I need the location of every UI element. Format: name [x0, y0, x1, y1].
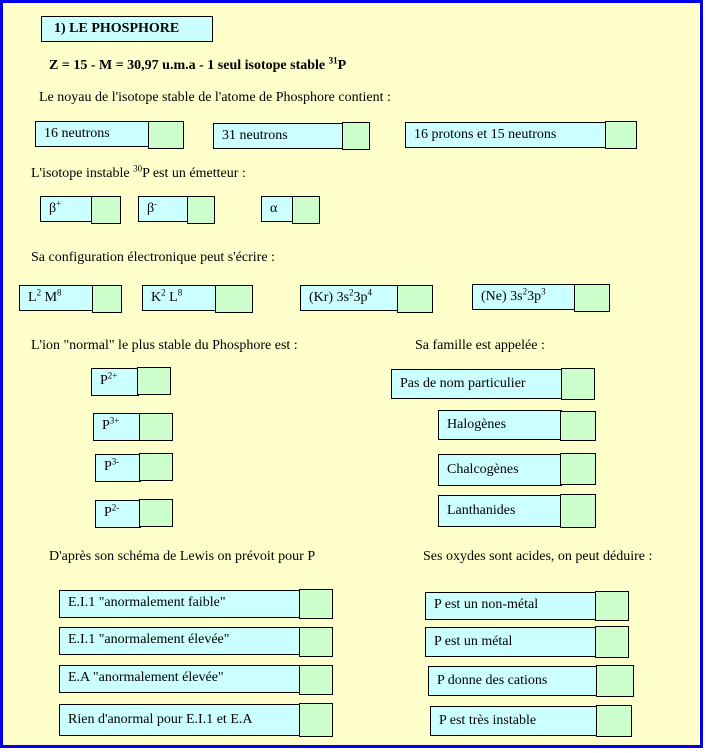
q6-option-ei1-faible[interactable]: E.I.1 "anormalement faible": [59, 590, 301, 618]
q6-checkbox-4[interactable]: [299, 703, 333, 737]
q4-option-p2plus[interactable]: $P^{2+}$: [91, 368, 139, 396]
q2-checkbox-3[interactable]: [292, 196, 320, 224]
q6-checkbox-3[interactable]: [299, 665, 333, 695]
q7-checkbox-4[interactable]: [596, 705, 632, 737]
q2-question: [31, 163, 246, 182]
q5-question: Sa famille est appelée :: [415, 338, 545, 353]
q4-option-p3plus[interactable]: $P^{3+}$: [93, 413, 141, 441]
q3-checkbox-4[interactable]: [574, 284, 610, 312]
q3-question: Sa configuration électronique peut s'écrire :: [31, 250, 275, 265]
q3-checkbox-2[interactable]: [215, 285, 253, 313]
q6-checkbox-2[interactable]: [299, 627, 333, 657]
q7-checkbox-1[interactable]: [595, 591, 629, 621]
q3-checkbox-3[interactable]: [397, 285, 433, 313]
q7-option-metal[interactable]: P est un métal: [425, 627, 597, 657]
q4-checkbox-2[interactable]: [139, 413, 173, 441]
q3-option-l2m8[interactable]: $L^2$ $M^8$: [19, 285, 93, 311]
element-info: [49, 55, 347, 74]
q5-checkbox-2[interactable]: [560, 411, 596, 441]
section-title: 1) LE PHOSPHORE: [41, 16, 213, 42]
q4-option-p2minus[interactable]: $P^{2-}$: [95, 500, 141, 528]
q5-checkbox-4[interactable]: [560, 494, 596, 528]
q5-checkbox-3[interactable]: [560, 453, 596, 485]
element-info-text: Z = 15 - M = 30,97 u.m.a - 1 seul isotope stable: [49, 58, 329, 73]
q4-checkbox-1[interactable]: [137, 367, 171, 395]
q6-checkbox-1[interactable]: [299, 589, 333, 619]
q3-option-kr-3s2-3p4[interactable]: (Kr) $3s^23p^4$: [300, 285, 400, 311]
q2-option-alpha[interactable]: α: [261, 196, 293, 222]
q2-option-beta-plus[interactable]: β+: [40, 196, 92, 222]
q2-checkbox-1[interactable]: [91, 196, 121, 224]
q4-option-p3minus[interactable]: $P^{3-}$: [95, 454, 141, 482]
q5-option-chalcogenes[interactable]: Chalcogènes: [438, 454, 562, 486]
q6-option-ei1-elevee[interactable]: E.I.1 "anormalement élevée": [59, 627, 301, 655]
q5-option-lanthanides[interactable]: Lanthanides: [438, 495, 562, 527]
q2-checkbox-2[interactable]: [187, 196, 215, 224]
q5-checkbox-1[interactable]: [561, 368, 595, 400]
q2-option-beta-minus[interactable]: β-: [138, 196, 188, 222]
q1-checkbox-2[interactable]: [342, 122, 370, 150]
q7-checkbox-2[interactable]: [595, 626, 629, 658]
q3-option-k2l8[interactable]: $K^2$ $L^8$: [142, 285, 216, 311]
q1-checkbox-1[interactable]: [148, 121, 184, 149]
q4-question: L'ion "normal" le plus stable du Phosphore est :: [31, 338, 298, 353]
q7-option-instable[interactable]: P est très instable: [430, 706, 598, 736]
q6-question: D'après son schéma de Lewis on prévoit pour P: [49, 549, 316, 564]
q6-option-ea-elevee[interactable]: E.A "anormalement élevée": [59, 665, 301, 693]
q5-option-pas-de-nom[interactable]: Pas de nom particulier: [391, 369, 563, 399]
q1-option-31-neutrons[interactable]: 31 neutrons: [213, 123, 343, 149]
q2-question-sup: 30: [133, 163, 143, 174]
q1-option-16-protons-15-neutrons[interactable]: 16 protons et 15 neutrons: [405, 122, 607, 148]
q4-checkbox-3[interactable]: [139, 453, 173, 481]
element-info-symbol: P: [337, 58, 347, 73]
q3-option-ne-3s2-3p3[interactable]: (Ne) $3s^23p^3$: [472, 284, 576, 310]
q2-question-pre: L'isotope instable: [31, 166, 134, 181]
q2-question-post: P est un émetteur :: [142, 166, 246, 181]
q7-checkbox-3[interactable]: [596, 665, 634, 697]
q6-option-rien-anormal[interactable]: Rien d'anormal pour E.I.1 et E.A: [59, 704, 301, 736]
q5-option-halogenes[interactable]: Halogènes: [438, 410, 562, 440]
q7-option-non-metal[interactable]: P est un non-métal: [425, 592, 597, 620]
q1-option-16-neutrons[interactable]: 16 neutrons: [35, 121, 149, 147]
q3-checkbox-1[interactable]: [92, 285, 122, 313]
q1-question: Le noyau de l'isotope stable de l'atome de Phosphore contient :: [39, 90, 391, 105]
q7-option-cations[interactable]: P donne des cations: [428, 666, 598, 696]
element-info-sup: 31: [328, 55, 338, 66]
q7-question: Ses oxydes sont acides, on peut déduire :: [423, 549, 653, 564]
q4-checkbox-4[interactable]: [139, 499, 173, 527]
q1-checkbox-3[interactable]: [605, 121, 637, 149]
